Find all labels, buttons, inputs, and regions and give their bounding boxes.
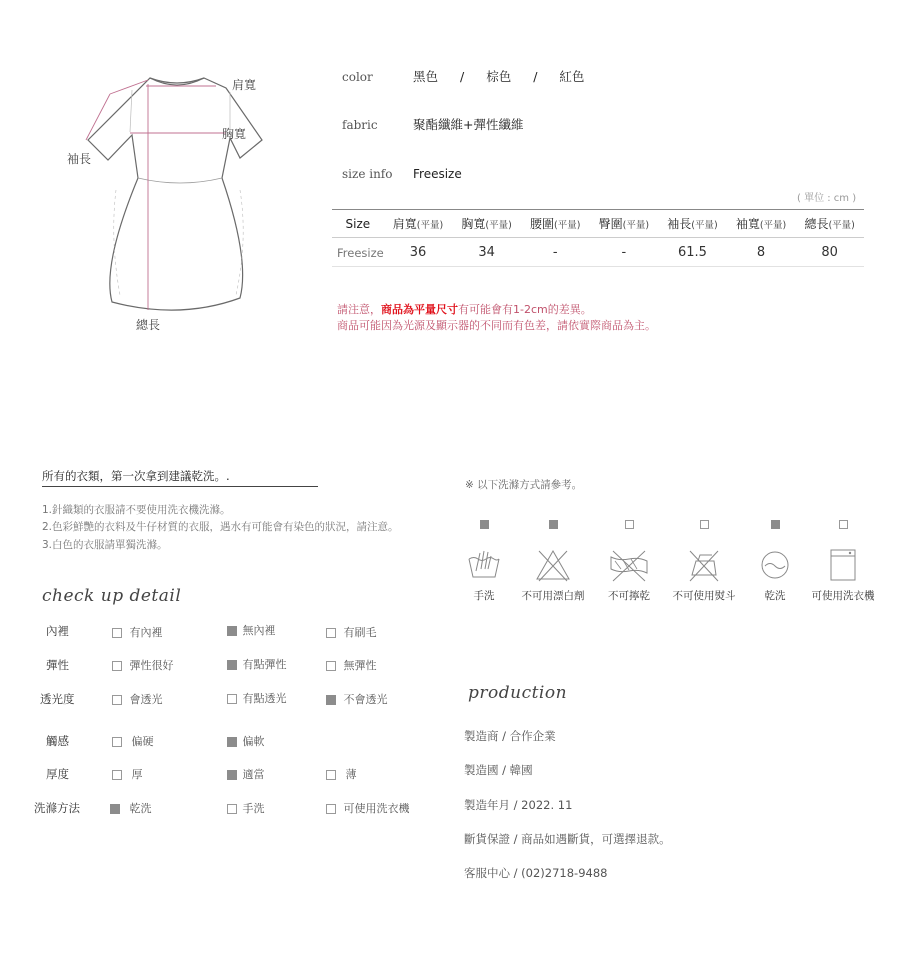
garment-sketch <box>80 70 280 330</box>
size-table <box>332 209 864 267</box>
checkbox[interactable] <box>112 628 122 638</box>
wash-label: 不可使用熨斗 <box>672 590 736 602</box>
column-header-shoulder: 肩寬(平量) <box>384 210 453 238</box>
production-line: 製造年月 / 2022. 11 <box>464 798 573 812</box>
column-header-total-length: 總長(平量) <box>795 210 864 238</box>
checkbox[interactable] <box>326 695 336 705</box>
fabric-label: fabric <box>342 118 378 132</box>
detail-option[interactable]: 薄 <box>326 766 357 782</box>
no-iron-icon <box>686 547 722 583</box>
detail-option[interactable]: 厚 <box>112 766 143 782</box>
wash-item-washing-machine <box>806 514 880 603</box>
checkbox[interactable] <box>326 804 336 814</box>
checkbox[interactable] <box>839 520 848 529</box>
color-separator: / <box>460 69 465 84</box>
detail-row-label: 彈性 <box>46 658 69 672</box>
table-cell: 36 <box>384 238 453 267</box>
table-cell: 8 <box>727 238 796 267</box>
table-row <box>332 238 864 267</box>
wash-label: 不可用漂白劑 <box>521 590 585 602</box>
label-shoulder: 肩寬 <box>232 78 257 92</box>
checkbox[interactable] <box>326 770 336 780</box>
detail-row-label: 厚度 <box>46 767 69 781</box>
size-column-header: Size <box>332 210 384 238</box>
checkbox[interactable] <box>112 737 122 747</box>
checkbox[interactable] <box>549 520 558 529</box>
table-cell-size: Freesize <box>332 238 384 267</box>
unit-label: ( 單位 : cm ) <box>797 193 857 204</box>
wash-item-no-iron <box>668 514 740 603</box>
checkbox[interactable] <box>227 694 237 704</box>
size-note-1: 請注意，商品為平量尺寸有可能會有1-2cm的差異。 <box>337 303 592 316</box>
checkbox[interactable] <box>771 520 780 529</box>
detail-option[interactable]: 偏軟 <box>227 733 265 749</box>
label-total: 總長 <box>136 318 161 332</box>
checkbox[interactable] <box>110 804 120 814</box>
detail-option[interactable]: 有點彈性 <box>227 656 287 672</box>
table-cell: 80 <box>795 238 864 267</box>
checkbox[interactable] <box>227 737 237 747</box>
detail-option[interactable]: 不會透光 <box>326 691 388 707</box>
color-separator: / <box>533 69 538 84</box>
column-header-sleeve-length: 袖長(平量) <box>658 210 727 238</box>
detail-option[interactable]: 有點透光 <box>227 690 287 706</box>
wash-item-no-bleach <box>514 514 592 603</box>
dry-clean-icon <box>759 547 791 583</box>
fabric-value: 聚酯纖維+彈性纖維 <box>413 117 524 132</box>
detail-option[interactable]: 彈性很好 <box>112 657 174 673</box>
production-title: production <box>468 683 568 703</box>
detail-row-label: 洗滌方法 <box>34 801 80 815</box>
no-wring-icon <box>609 547 649 583</box>
wash-label: 不可擰乾 <box>608 590 650 602</box>
column-header-waist: 腰圍(平量) <box>521 210 590 238</box>
detail-row-label: 透光度 <box>40 692 75 706</box>
detail-option[interactable]: 手洗 <box>227 800 265 816</box>
detail-title: check up detail <box>42 586 182 606</box>
color-black: 黑色 <box>413 69 439 84</box>
care-line: 2.色彩鮮艷的衣料及牛仔材質的衣服，遇水有可能會有染色的狀況，請注意。 <box>42 521 399 533</box>
checkbox[interactable] <box>700 520 709 529</box>
column-header-sleeve-width: 袖寬(平量) <box>727 210 796 238</box>
care-line: 3.白色的衣服請單獨洗滌。 <box>42 539 168 551</box>
wash-label: 可使用洗衣機 <box>811 590 875 602</box>
color-values <box>413 67 584 85</box>
label-sleeve: 袖長 <box>67 152 92 166</box>
wash-note: ※ 以下洗滌方式請參考。 <box>465 479 583 491</box>
detail-option[interactable]: 會透光 <box>112 691 163 707</box>
checkbox[interactable] <box>227 804 237 814</box>
production-line: 製造國 / 韓國 <box>464 763 533 777</box>
wash-item-dry-clean <box>752 514 798 603</box>
wash-label: 乾洗 <box>764 590 786 602</box>
color-brown: 棕色 <box>486 69 512 84</box>
wash-label: 手洗 <box>473 590 495 602</box>
detail-option[interactable]: 適當 <box>227 766 265 782</box>
checkbox[interactable] <box>480 520 489 529</box>
checkbox[interactable] <box>227 626 237 636</box>
size-note-2: 商品可能因為光源及顯示器的不同而有色差，請依實際商品為主。 <box>337 319 656 332</box>
wash-item-no-wring <box>598 514 660 603</box>
washing-machine-icon <box>828 547 858 583</box>
checkbox[interactable] <box>326 661 336 671</box>
color-red: 紅色 <box>559 69 585 84</box>
checkbox[interactable] <box>227 660 237 670</box>
label-chest: 胸寬 <box>222 127 247 141</box>
column-header-chest: 胸寬(平量) <box>452 210 521 238</box>
checkbox[interactable] <box>625 520 634 529</box>
table-cell: 34 <box>452 238 521 267</box>
care-line: 1.針織類的衣服請不要使用洗衣機洗滌。 <box>42 504 231 516</box>
care-heading: 所有的衣類，第一次拿到建議乾洗。. <box>42 468 318 487</box>
checkbox[interactable] <box>112 661 122 671</box>
checkbox[interactable] <box>112 695 122 705</box>
hand-wash-icon <box>466 547 502 583</box>
detail-option[interactable]: 有內裡 <box>112 624 163 640</box>
size-info-label: size info <box>342 167 393 181</box>
detail-option[interactable]: 無內裡 <box>227 622 276 638</box>
no-bleach-icon <box>535 547 571 583</box>
detail-option[interactable]: 可使用洗衣機 <box>326 800 410 816</box>
column-header-hip: 臀圍(平量) <box>590 210 659 238</box>
size-info-value: Freesize <box>413 167 462 181</box>
table-cell: - <box>590 238 659 267</box>
checkbox[interactable] <box>326 628 336 638</box>
production-line: 斷貨保證 / 商品如遇斷貨，可選擇退款。 <box>464 832 671 846</box>
detail-option[interactable]: 無彈性 <box>326 657 377 673</box>
table-cell: 61.5 <box>658 238 727 267</box>
detail-row-label: 內裡 <box>46 624 69 638</box>
production-line: 製造商 / 合作企業 <box>464 729 556 743</box>
detail-option[interactable]: 偏硬 <box>112 733 154 749</box>
production-line: 客服中心 / (02)2718-9488 <box>464 866 608 880</box>
size-table-header-row <box>332 210 864 238</box>
color-label: color <box>342 70 373 84</box>
checkbox[interactable] <box>227 770 237 780</box>
detail-row-label: 觸感 <box>46 734 69 748</box>
wash-item-hand-wash <box>458 514 510 603</box>
detail-option[interactable]: 有刷毛 <box>326 624 377 640</box>
checkbox[interactable] <box>112 770 122 780</box>
table-cell: - <box>521 238 590 267</box>
detail-option[interactable]: 乾洗 <box>110 800 152 816</box>
